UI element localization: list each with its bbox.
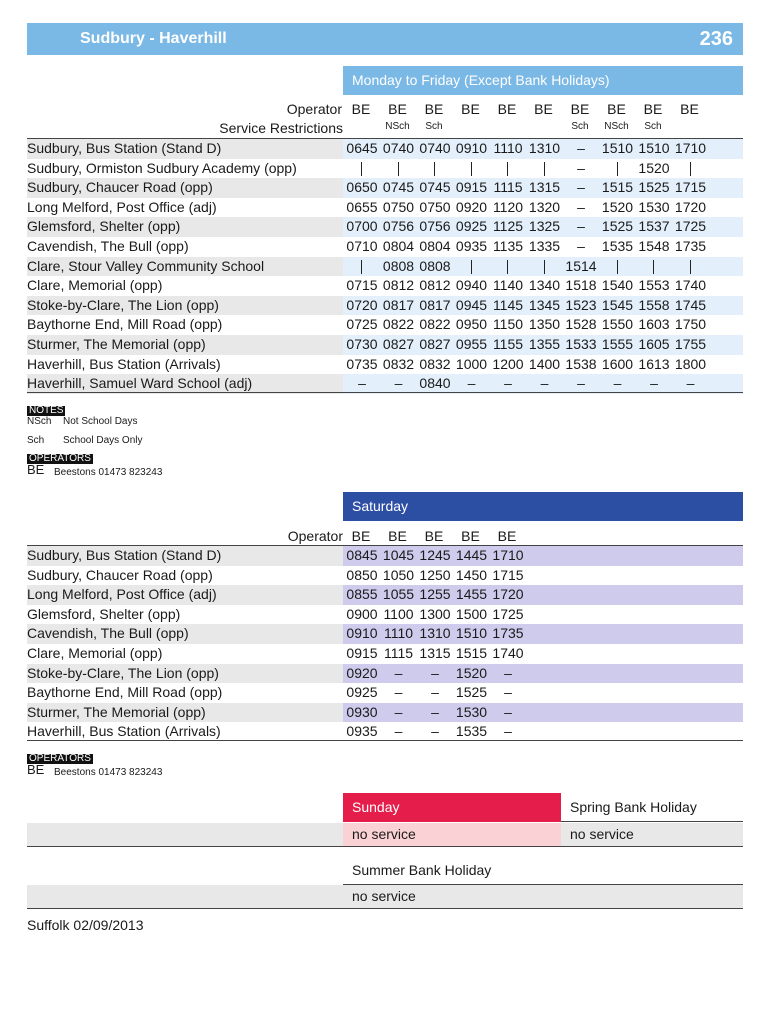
weekday-operators-cell: BE (570, 101, 590, 117)
time-cell: 1110 (493, 140, 523, 156)
time-cell: 1445 (455, 547, 488, 563)
time-cell: 1540 (601, 277, 634, 294)
time-cell: 0812 (419, 277, 451, 294)
stop-name: Glemsford, Shelter (opp) (27, 605, 181, 622)
weekday-operators-cell: BE (534, 101, 553, 117)
time-cell: 1520 (455, 664, 488, 681)
time-cell: 1745 (674, 296, 707, 313)
time-cell: 1535 (601, 238, 634, 254)
time-cell: 1510 (601, 140, 634, 156)
time-cell: 1535 (455, 723, 488, 740)
time-cell: 1520 (601, 198, 634, 215)
time-cell: 1245 (419, 547, 451, 563)
time-cell: 1750 (674, 316, 707, 333)
time-cell: 0740 (382, 140, 415, 156)
time-cell: – (394, 723, 403, 740)
time-cell: 0710 (346, 238, 378, 254)
table-row (27, 335, 743, 355)
weekday-restrictions-cell: Sch (571, 121, 589, 132)
time-cell: 1530 (455, 703, 488, 720)
operators-tag: OPERATORS (29, 453, 91, 464)
time-cell: 0700 (346, 218, 378, 235)
time-cell: 1605 (638, 336, 670, 352)
table-row (27, 355, 743, 375)
time-cell: 0735 (346, 355, 378, 372)
time-cell: 1140 (492, 277, 524, 294)
weekday-operators-cell: BE (388, 101, 407, 117)
weekday-restrictions-cell: Sch (425, 121, 443, 132)
time-cell: 1520 (638, 159, 670, 176)
time-cell: 0910 (455, 140, 488, 156)
time-cell: 1800 (674, 355, 707, 372)
time-cell: 0850 (346, 566, 378, 583)
time-cell: – (504, 375, 512, 392)
time-cell: 1120 (492, 198, 524, 215)
time-cell: – (394, 375, 403, 392)
time-cell: 1335 (528, 238, 561, 254)
time-cell: – (577, 238, 585, 254)
stop-name: Baythorne End, Mill Road (opp) (27, 684, 223, 701)
time-cell: 0832 (419, 355, 451, 372)
time-cell: 0750 (382, 198, 415, 215)
stop-name: Clare, Memorial (opp) (27, 277, 163, 294)
time-cell: 1455 (455, 586, 488, 603)
stop-name: Stoke-by-Clare, The Lion (opp) (27, 664, 219, 681)
time-cell: 1325 (528, 218, 561, 235)
time-cell: 0832 (382, 355, 415, 372)
time-cell: – (394, 684, 403, 701)
stop-name: Cavendish, The Bull (opp) (27, 625, 189, 642)
time-cell: 0812 (382, 277, 415, 294)
weekday-header: Monday to Friday (Except Bank Holidays) (343, 66, 743, 95)
footer-text: Suffolk 02/09/2013 (27, 917, 144, 933)
pass-through-mark (690, 162, 691, 176)
weekday-restrictions-cell: NSch (604, 121, 629, 132)
time-cell: 1538 (565, 355, 597, 372)
time-cell: 1735 (492, 625, 524, 642)
table-row (27, 605, 743, 625)
time-cell: 1310 (419, 625, 451, 642)
time-cell: 0655 (346, 198, 378, 215)
stop-name: Sudbury, Bus Station (Stand D) (27, 140, 222, 156)
time-cell: – (540, 375, 549, 392)
time-cell: 0827 (419, 336, 451, 352)
time-cell: 1050 (382, 566, 415, 583)
time-cell: 1000 (455, 355, 488, 372)
time-cell: – (613, 375, 622, 392)
time-cell: 1200 (492, 355, 524, 372)
time-cell: 1525 (638, 179, 670, 196)
time-cell: 0745 (419, 179, 451, 196)
time-cell: 1300 (419, 605, 451, 622)
time-cell: 0940 (455, 277, 488, 294)
time-cell: 1720 (674, 198, 707, 215)
pass-through-mark (653, 260, 654, 274)
time-cell: 1533 (565, 336, 597, 352)
time-cell: 0804 (419, 238, 451, 254)
time-cell: 0930 (346, 703, 378, 720)
note-code-sch: Sch (27, 435, 45, 446)
table-row (27, 374, 743, 394)
time-cell: – (577, 198, 585, 215)
stop-name: Haverhill, Samuel Ward School (adj) (27, 375, 253, 392)
pass-through-mark (361, 162, 362, 176)
time-cell: 0822 (419, 316, 451, 333)
time-cell: – (577, 159, 585, 176)
table-row (27, 139, 743, 159)
time-cell: 1400 (528, 355, 561, 372)
operators-tag-2: OPERATORS (29, 753, 91, 764)
time-cell: 1450 (455, 566, 488, 583)
summer-bank-holiday-title: Summer Bank Holiday (352, 862, 492, 878)
time-cell: 0715 (346, 277, 378, 294)
time-cell: 1145 (492, 296, 524, 313)
stop-name: Stoke-by-Clare, The Lion (opp) (27, 296, 219, 313)
time-cell: 1045 (382, 547, 415, 563)
time-cell: 1518 (565, 277, 597, 294)
stop-name: Sudbury, Chaucer Road (opp) (27, 566, 213, 583)
sunday-row-stripe (27, 823, 343, 846)
time-cell: 0745 (382, 179, 415, 196)
time-cell: – (504, 684, 512, 701)
table-row (27, 276, 743, 296)
time-cell: 1720 (492, 586, 524, 603)
pass-through-mark (690, 260, 691, 274)
saturday-operators-cell: BE (497, 528, 517, 544)
time-cell: 1135 (492, 238, 524, 254)
time-cell: – (577, 375, 585, 392)
time-cell: – (431, 703, 439, 720)
time-cell: 0650 (346, 179, 378, 196)
sunday-bottom-rule (27, 846, 743, 847)
time-cell: – (504, 723, 512, 740)
summer-row-stripe (27, 885, 743, 908)
time-cell: 1755 (674, 336, 707, 352)
time-cell: 0935 (455, 238, 488, 254)
table-row (27, 237, 743, 257)
time-cell: 1355 (528, 336, 561, 352)
time-cell: 0925 (455, 218, 488, 235)
stop-name: Sturmer, The Memorial (opp) (27, 703, 206, 720)
spring-status-cell (561, 823, 743, 846)
time-cell: 1515 (601, 179, 634, 196)
table-row (27, 624, 743, 644)
weekday-operators-cell: BE (643, 101, 663, 117)
table-row (27, 722, 743, 742)
stop-name: Cavendish, The Bull (opp) (27, 238, 189, 254)
weekday-operators-cell: BE (461, 101, 480, 117)
time-cell: – (431, 723, 439, 740)
stop-name: Clare, Memorial (opp) (27, 645, 163, 661)
time-cell: 1315 (419, 645, 451, 661)
pass-through-mark (507, 162, 508, 176)
time-cell: 0915 (346, 645, 378, 661)
time-cell: 1315 (528, 179, 561, 196)
pass-through-mark (617, 162, 618, 176)
table-row (27, 198, 743, 218)
sunday-status: no service (352, 826, 416, 842)
table-row (27, 257, 743, 277)
time-cell: 1100 (383, 605, 414, 622)
saturday-operators-cell: BE (351, 528, 371, 544)
pass-through-mark (471, 162, 472, 176)
time-cell: 0804 (382, 238, 415, 254)
pass-through-mark (507, 260, 508, 274)
stop-name: Haverhill, Bus Station (Arrivals) (27, 355, 221, 372)
summer-bottom-rule (27, 908, 743, 909)
time-cell: 0817 (419, 296, 451, 313)
note-desc-nsch: Not School Days (63, 416, 138, 427)
saturday-operators-cell: BE (461, 528, 480, 544)
time-cell: 1515 (455, 645, 488, 661)
time-cell: 1320 (528, 198, 561, 215)
spring-bank-holiday-title: Spring Bank Holiday (570, 799, 697, 815)
time-cell: 1613 (638, 355, 670, 372)
time-cell: 0845 (346, 547, 378, 563)
time-cell: 1155 (492, 336, 524, 352)
time-cell: 1110 (383, 625, 414, 642)
time-cell: 1150 (492, 316, 524, 333)
saturday-operator-label: Operator (287, 528, 343, 544)
time-cell: 1558 (638, 296, 670, 313)
time-cell: – (577, 218, 585, 235)
time-cell: 0915 (455, 179, 488, 196)
time-cell: 1715 (674, 179, 707, 196)
time-cell: 1125 (492, 218, 524, 235)
time-cell: 0855 (346, 586, 378, 603)
time-cell: 1725 (492, 605, 524, 622)
time-cell: – (394, 664, 403, 681)
time-cell: 0645 (346, 140, 378, 156)
time-cell: 1350 (528, 316, 561, 333)
time-cell: 0840 (419, 375, 451, 392)
sunday-status-cell (343, 823, 561, 846)
time-cell: 0910 (346, 625, 378, 642)
operator-code-2: BE (27, 762, 45, 777)
operator-desc-2: Beestons 01473 823243 (54, 767, 163, 778)
time-cell: – (577, 140, 585, 156)
time-cell: 1115 (493, 179, 523, 196)
table-row (27, 296, 743, 316)
time-cell: 0817 (382, 296, 415, 313)
weekday-restrictions-label: Service Restrictions (219, 120, 343, 136)
time-cell: 1740 (674, 277, 707, 294)
time-cell: 0756 (419, 218, 451, 235)
operator-code: BE (27, 462, 45, 477)
time-cell: – (431, 664, 439, 681)
time-cell: 1600 (601, 355, 634, 372)
saturday-bottom-rule (27, 740, 743, 741)
time-cell: 0750 (419, 198, 451, 215)
time-cell: – (650, 375, 658, 392)
spring-header-box (561, 793, 743, 822)
table-row (27, 566, 743, 586)
time-cell: – (467, 375, 476, 392)
stop-name: Clare, Stour Valley Community School (27, 257, 265, 274)
saturday-operators-cell: BE (388, 528, 407, 544)
time-cell: 1555 (601, 336, 634, 352)
pass-through-mark (544, 260, 545, 274)
weekday-operators-cell: BE (351, 101, 371, 117)
weekday-operators-cell: BE (680, 101, 699, 117)
time-cell: 0950 (455, 316, 488, 333)
note-desc-sch: School Days Only (63, 435, 143, 446)
time-cell: 1510 (638, 140, 670, 156)
table-row (27, 703, 743, 723)
time-cell: – (504, 703, 512, 720)
time-cell: 1340 (528, 277, 561, 294)
pass-through-mark (617, 260, 618, 274)
table-row (27, 683, 743, 703)
time-cell: 0808 (382, 257, 415, 274)
time-cell: 0945 (455, 296, 488, 313)
time-cell: 0827 (382, 336, 415, 352)
stop-name: Baythorne End, Mill Road (opp) (27, 316, 223, 333)
table-row (27, 644, 743, 664)
time-cell: 1710 (674, 140, 707, 156)
weekday-restrictions-cell: NSch (385, 121, 410, 132)
time-cell: 0756 (382, 218, 415, 235)
time-cell: 1528 (565, 316, 597, 333)
time-cell: 1725 (674, 218, 707, 235)
stop-name: Sudbury, Bus Station (Stand D) (27, 547, 222, 563)
time-cell: – (358, 375, 366, 392)
stop-name: Haverhill, Bus Station (Arrivals) (27, 723, 221, 740)
saturday-header: Saturday (343, 492, 743, 521)
time-cell: 1537 (638, 218, 670, 235)
time-cell: 1500 (455, 605, 488, 622)
route-number: 236 (699, 28, 733, 50)
time-cell: 1525 (601, 218, 634, 235)
time-cell: 0808 (419, 257, 451, 274)
weekday-operator-label: Operator (286, 101, 342, 117)
stop-name: Long Melford, Post Office (adj) (27, 198, 217, 215)
note-code-nsch: NSch (27, 416, 52, 427)
time-cell: 0822 (382, 316, 415, 333)
time-cell: 1255 (419, 586, 451, 603)
table-row (27, 315, 743, 335)
stop-name: Long Melford, Post Office (adj) (27, 586, 217, 603)
time-cell: 0920 (455, 198, 488, 215)
pass-through-mark (544, 162, 545, 176)
weekday-bottom-rule (27, 392, 743, 393)
summer-bank-holiday-status: no service (352, 888, 416, 904)
time-cell: 1553 (638, 277, 670, 294)
saturday-operators-cell: BE (424, 528, 444, 544)
table-row (27, 159, 743, 179)
time-cell: 1710 (492, 547, 524, 563)
table-row (27, 178, 743, 198)
time-cell: 0920 (346, 664, 378, 681)
time-cell: 1550 (601, 316, 634, 333)
time-cell: – (394, 703, 403, 720)
time-cell: 1715 (492, 566, 524, 583)
time-cell: 0725 (346, 316, 378, 333)
time-cell: 1510 (455, 625, 488, 642)
time-cell: 1115 (383, 645, 414, 661)
time-cell: 1740 (492, 645, 524, 661)
pass-through-mark (471, 260, 472, 274)
time-cell: 1530 (638, 198, 670, 215)
time-cell: – (504, 664, 512, 681)
pass-through-mark (434, 162, 435, 176)
stop-name: Glemsford, Shelter (opp) (27, 218, 181, 235)
route-name: Sudbury - Haverhill (80, 30, 227, 47)
table-row (27, 217, 743, 237)
time-cell: 1603 (638, 316, 670, 333)
weekday-operators-cell: BE (497, 101, 517, 117)
time-cell: 0935 (346, 723, 378, 740)
time-cell: 1055 (382, 586, 415, 603)
time-cell: 0730 (346, 336, 378, 352)
weekday-restrictions-cell: Sch (644, 121, 662, 132)
time-cell: 0955 (455, 336, 488, 352)
time-cell: 1345 (528, 296, 561, 313)
time-cell: 1514 (565, 257, 597, 274)
stop-name: Sudbury, Chaucer Road (opp) (27, 179, 213, 196)
notes-tag: NOTES (29, 405, 64, 416)
table-row (27, 585, 743, 605)
pass-through-mark (398, 162, 399, 176)
time-cell: 0925 (346, 684, 378, 701)
time-cell: 0740 (419, 140, 451, 156)
time-cell: 1250 (419, 566, 451, 583)
stop-name: Sturmer, The Memorial (opp) (27, 336, 206, 352)
weekday-operators-cell: BE (424, 101, 444, 117)
time-cell: 0720 (346, 296, 378, 313)
time-cell: – (686, 375, 695, 392)
spring-bank-holiday-status: no service (570, 826, 634, 842)
time-cell: 0900 (346, 605, 378, 622)
pass-through-mark (361, 260, 362, 274)
time-cell: 1735 (674, 238, 707, 254)
operator-desc: Beestons 01473 823243 (54, 467, 163, 478)
time-cell: 1525 (455, 684, 488, 701)
time-cell: – (431, 684, 439, 701)
time-cell: – (577, 179, 585, 196)
sunday-header: Sunday (343, 793, 561, 822)
time-cell: 1310 (528, 140, 561, 156)
table-row (27, 664, 743, 684)
weekday-operators-cell: BE (607, 101, 626, 117)
table-row (27, 546, 743, 566)
stop-name: Sudbury, Ormiston Sudbury Academy (opp) (27, 159, 297, 176)
time-cell: 1548 (638, 238, 670, 254)
time-cell: 1545 (601, 296, 634, 313)
time-cell: 1523 (565, 296, 597, 313)
